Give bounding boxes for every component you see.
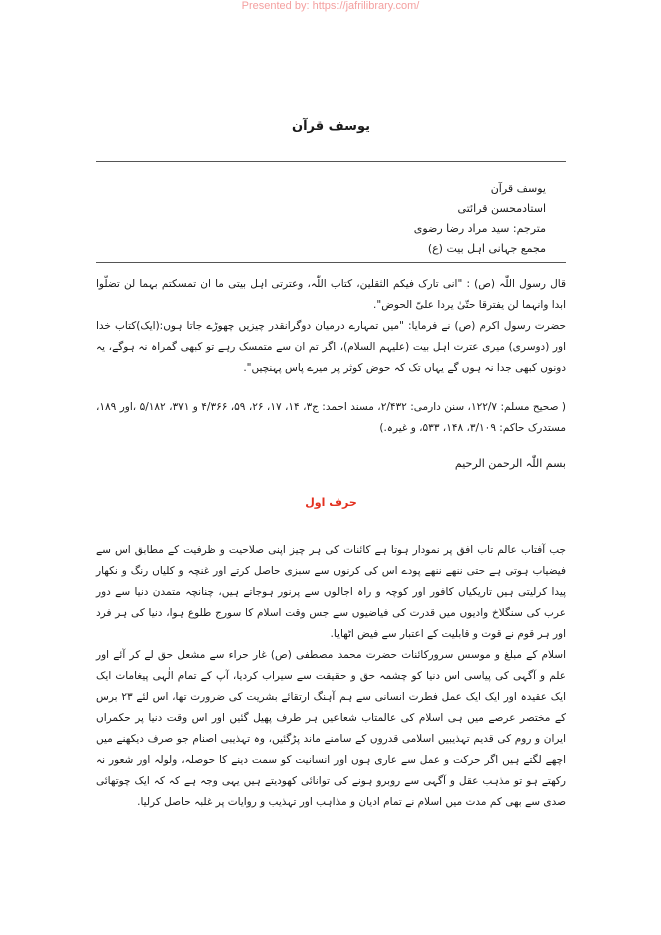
- meta-translator: مترجم: سید مراد رضا رضوی: [413, 222, 546, 235]
- jafrilibrary-link[interactable]: Presented by: https://jafrilibrary.com/: [241, 0, 420, 12]
- document-title: یوسف قرآن: [292, 119, 370, 134]
- divider-top: [96, 161, 566, 162]
- meta-book-title: یوسف قرآن: [490, 182, 546, 195]
- presented-by-banner: [0, 0, 661, 12]
- meta-publisher: مجمع جہانی اہل بیت (ع): [427, 242, 546, 255]
- book-metadata: [96, 179, 546, 259]
- meta-author: استادمحسن قرائتی: [457, 202, 546, 215]
- body-paragraph-1: جب آفتاب عالم تاب افق پر نمودار ہوتا ہے کائنات کی ہر چیز اپنی صلاحیت و ظرفیت کے مطابق اس سے فیضیاب ہوتی ہے حتی ننھے ننھے پودے اس کی کرنوں سے سبزی حاصل کرتے اور غنچہ و کلیاں رنگ و نکھار پیدا کرلیتی ہیں تاریکیاں کافور اور کوچہ و راہ اجالوں سے پرنور ہوجاتے ہیں، چنانچہ متمدن دنیا سے دور عرب کی سنگلاخ وادیوں میں قدرت کی فیاضیوں سے جس وقت اسلام کا سورج طلوع ہوا، دنیا کی ہر فرد اور ہر قوم نے قوت و قابلیت کے اعتبار سے فیض اٹھایا.: [96, 544, 566, 640]
- references-paragraph: ( صحیح مسلم: ۱۲۲/۷، سنن دارمی: ۲/۴۳۲، مسند احمد: ج۳، ۱۴، ۱۷، ۲۶، ۵۹، ۴/۳۶۶ و ۳۷۱، ۵/۱۸۲ ،اور ۱۸۹، مستدرک حاکم: ۳/۱۰۹، ۱۴۸، ۵۳۳، و غیرہ.): [96, 401, 566, 434]
- hadith-block: [96, 274, 566, 379]
- section-heading: حرف اول: [305, 496, 357, 509]
- hadith-urdu-translation: حضرت رسول اکرم (ص) نے فرمایا: "میں تمہارے درمیان دوگرانقدر چیزیں چھوڑے جاتا ہوں:(ایک)کتاب خدا اور (دوسری) میری عترت اہل بیت (علیہم السلام)، اگر تم ان سے متمسک رہے تو کبھی گمراہ نہ ہوگے، یہ دونوں کبھی جدا نہ ہوں گے یہاں تک کہ حوض کوثر پر میرے پاس پہنچیں".: [96, 320, 566, 374]
- divider-bottom: [96, 262, 566, 263]
- body-paragraph-2: اسلام کے مبلغ و موسس سرورکائنات حضرت محمد مصطفی (ص) غار حراء سے مشعل حق لے کر آئے اور علم و آگہی کی پیاسی اس دنیا کو چشمہ حق و حقیقت سے سیراب کردیا، آپ کے تمام الٰہی پیغامات ایک ایک عقیدہ اور ایک ایک عمل فطرت انسانی سے ہم آہنگ ارتقائے بشریت کی ضرورت تھا، اس لئے ۲۳ برس کے مختصر عرصے میں ہی اسلام کی عالمتاب شعاعیں ہر طرف پھیل گئیں اور اس وقت دنیا پر حکمراں ایران و روم کی قدیم تہذیبیں اسلامی قدروں کے سامنے ماند پڑگئیں، وہ تہذیبی اصنام جو صرف دیکھنے میں اچھے لگتے ہیں اگر حرکت و عمل سے عاری ہوں اور انسانیت کو سمت دینے کا حوصلہ، ولولہ اور شعور نہ رکھتے ہو تو مذہب عقل و آگہی سے روبرو ہونے کی توانائی کھودیتے ہیں یہی وجہ ہے کہ کہ ایک چوتھائی صدی سے بھی کم مدت میں اسلام نے تمام ادیان و مذاہب اور تہذیب و روایات پر غلبہ حاصل کرلیا.: [96, 649, 566, 808]
- basmala: بسم اللّٰہ الرحمن الرحیم: [454, 457, 566, 470]
- hadith-arabic: قال رسول اللّٰہ (ص) : "انی تارک فیکم الثقلین، کتاب اللّٰہ، وعترتی اہل بیتی ما ان تمسکتم بہما لن تضلّوا ابدا وانہما لن یفترقا حتّیٰ یردا علیّ الحوض".: [96, 278, 566, 311]
- body-text: [96, 540, 566, 813]
